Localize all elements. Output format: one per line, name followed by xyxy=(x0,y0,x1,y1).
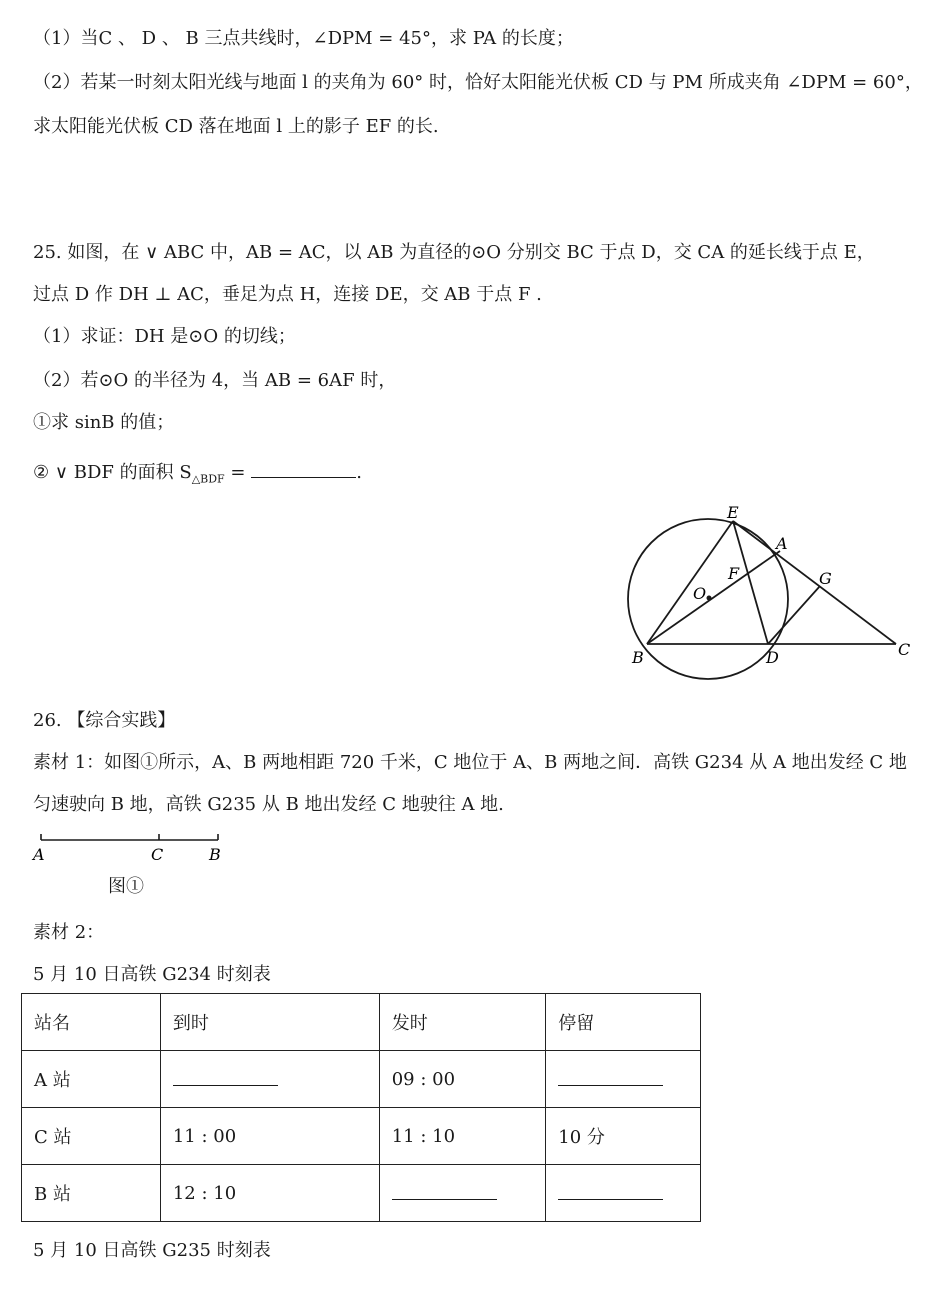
q25-sub2-eq: = xyxy=(224,462,252,483)
stay-cell: 10 分 xyxy=(546,1108,701,1165)
table1-title: 5 月 10 日高铁 G234 时刻表 xyxy=(33,964,271,985)
q24-part2-line1: （2）若某一时刻太阳光线与地面 l 的夹角为 60° 时，恰好太阳能光伏板 CD 与 PM 所成夹角 ∠DPM = 60°， xyxy=(33,72,923,93)
segment-ba xyxy=(647,551,780,644)
q25-stem-line2: 过点 D 作 DH ⊥ AC，垂足为点 H，连接 DE，交 AB 于点 F . xyxy=(33,284,542,305)
q25-circle-figure xyxy=(600,495,930,685)
q25-stem-line1: 25. 如图，在 ∨ ABC 中，AB = AC，以 AB 为直径的⊙O 分别交 BC 于点 D，交 CA 的延长线于点 E， xyxy=(33,242,875,263)
depart-cell: 09 : 00 xyxy=(379,1051,546,1108)
label-b: B xyxy=(632,648,644,667)
q25-part2: （2）若⊙O 的半径为 4，当 AB = 6AF 时， xyxy=(33,370,397,391)
table-row xyxy=(22,1108,701,1165)
table-row xyxy=(22,1051,701,1108)
station-cell: A 站 xyxy=(22,1051,161,1108)
label-d: D xyxy=(766,648,779,667)
fig1-caption: 图① xyxy=(108,876,144,897)
station-cell: C 站 xyxy=(22,1108,161,1165)
fig1-label-b: B xyxy=(209,845,221,864)
label-o: O xyxy=(693,584,707,603)
label-a: A xyxy=(776,534,788,553)
q25-sub1: ①求 sinB 的值； xyxy=(33,412,175,433)
center-point xyxy=(707,596,712,601)
q25-part1: （1）求证：DH 是⊙O 的切线； xyxy=(33,326,296,347)
q24-part2-line2: 求太阳能光伏板 CD 落在地面 l 上的影子 EF 的长. xyxy=(33,116,439,137)
header-depart: 发时 xyxy=(379,994,546,1051)
header-stay: 停留 xyxy=(546,994,701,1051)
stay-cell-blank xyxy=(546,1165,701,1222)
station-cell: B 站 xyxy=(22,1165,161,1222)
q26-material1-line1: 素材 1：如图①所示，A、B 两地相距 720 千米，C 地位于 A、B 两地之间．高铁 G234 从 A 地出发经 C 地 xyxy=(33,752,907,773)
header-station: 站名 xyxy=(22,994,161,1051)
q25-sub2-suffix: . xyxy=(356,462,362,483)
arrive-cell-blank xyxy=(160,1051,379,1108)
fig1-label-a: A xyxy=(33,845,45,864)
arrive-cell: 12 : 10 xyxy=(160,1165,379,1222)
arrive-cell: 11 : 00 xyxy=(160,1108,379,1165)
q25-sub2 xyxy=(33,458,362,486)
fig1-label-c: C xyxy=(151,845,164,864)
table-header-row xyxy=(22,994,701,1051)
label-f: F xyxy=(728,564,740,583)
header-arrive: 到时 xyxy=(160,994,379,1051)
q26-material2: 素材 2： xyxy=(33,922,105,943)
q25-sub2-subscript: △BDF xyxy=(191,472,225,486)
table-row xyxy=(22,1165,701,1222)
depart-cell-blank xyxy=(379,1165,546,1222)
q24-part1: （1）当C 、 D 、 B 三点共线时，∠DPM = 45°，求 PA 的长度； xyxy=(33,28,574,49)
segment-ec xyxy=(733,521,896,644)
label-c: C xyxy=(898,640,911,659)
answer-blank xyxy=(251,459,356,478)
stay-cell-blank xyxy=(546,1051,701,1108)
label-e: E xyxy=(727,503,739,522)
q26-material1-line2: 匀速驶向 B 地，高铁 G235 从 B 地出发经 C 地驶往 A 地. xyxy=(33,794,504,815)
q26-title: 26. 【综合实践】 xyxy=(33,710,176,731)
g234-timetable xyxy=(21,993,701,1222)
segment-be xyxy=(647,521,733,644)
segment-dg xyxy=(768,586,820,644)
label-g: G xyxy=(819,569,832,588)
table2-title: 5 月 10 日高铁 G235 时刻表 xyxy=(33,1240,271,1261)
q25-sub2-prefix: ② ∨ BDF 的面积 S xyxy=(33,462,192,483)
depart-cell: 11 : 10 xyxy=(379,1108,546,1165)
